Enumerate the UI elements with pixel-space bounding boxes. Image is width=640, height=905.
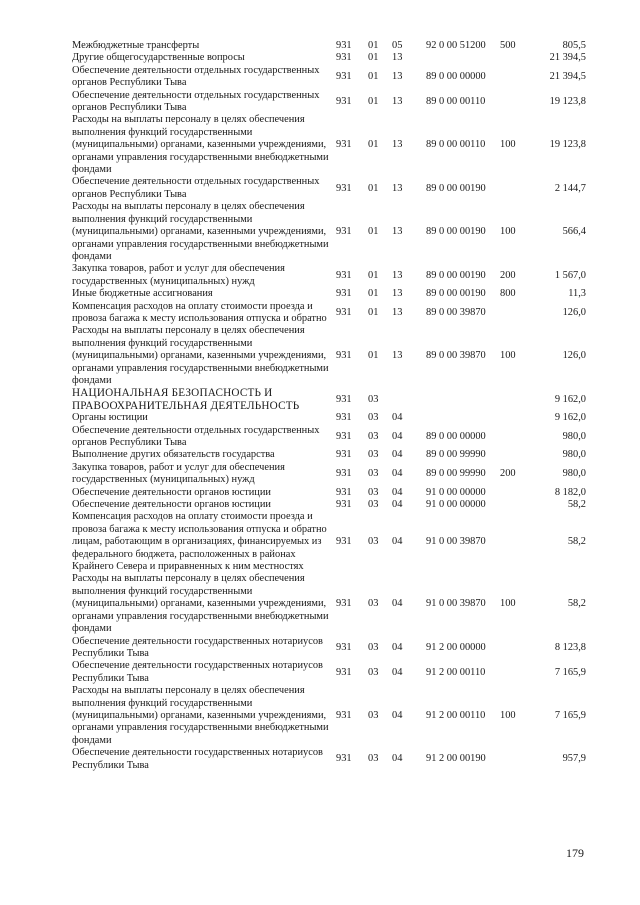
row-amount: 19 123,8 [549,139,586,151]
row-subsection-code: 13 [392,288,403,300]
row-expense-type [500,387,532,412]
row-expense-type: 100 [500,139,516,151]
row-name: Обеспечение деятельности отдельных государственных органов Республики Тыва [72,89,320,114]
row-name: Иные бюджетные ассигнования [72,288,213,300]
row-name: Расходы на выплаты персоналу в целях обеспечения выполнения функций государственными (муниципальными) органами, казенными учреждениями, органами управления государственными внебюджетными фондами [72,685,329,746]
row-target-article: 91 0 00 00000 [426,486,486,498]
row-expense-type: 200 [500,468,516,480]
row-section-code: 03 [368,641,379,653]
row-expense-type [500,301,532,326]
row-ved-code: 931 [336,753,352,765]
row-section-code: 03 [368,598,379,610]
row-expense-type: 100 [500,226,516,238]
row-subsection-code: 04 [392,412,403,424]
budget-table [72,40,586,772]
row-amount: 980,0 [562,430,586,442]
row-ved-code: 931 [336,468,352,480]
row-name: Обеспечение деятельности органов юстиции [72,499,271,511]
row-section-code: 01 [368,306,379,318]
row-name: Компенсация расходов на оплату стоимости проезда и провоза багажа к месту использования отпуска и обратно лицам, работающим в организациях, финансируемых из федерального бюджета, расположенных в районах Крайнего Севера и приравненных к ним местностях [72,511,327,573]
row-name: Компенсация расходов на оплату стоимости проезда и провоза багажа к месту использования отпуска и обратно [72,300,327,324]
row-amount: 126,0 [562,306,586,318]
row-target-article: 89 0 00 00110 [426,95,486,107]
row-subsection-code: 13 [392,306,403,318]
table-row [72,636,586,661]
row-expense-type [500,65,532,90]
table-row [72,40,586,52]
row-expense-type [500,176,532,201]
row-name: Выполнение других обязательств государства [72,449,275,461]
table-row [72,201,586,263]
table-row [72,301,586,326]
row-ved-code: 931 [336,412,352,424]
table-row [72,449,586,461]
row-section-code: 03 [368,753,379,765]
row-ved-code: 931 [336,269,352,281]
row-subsection-code: 04 [392,468,403,480]
row-section-code: 03 [368,486,379,498]
row-section-code: 03 [368,536,379,548]
row-expense-type [500,660,532,685]
row-ved-code: 931 [336,598,352,610]
row-subsection-code: 04 [392,709,403,721]
row-section-code: 03 [368,412,379,424]
row-target-article [426,387,500,412]
row-name: Обеспечение деятельности отдельных государственных органов Республики Тыва [72,424,320,448]
row-amount: 21 394,5 [549,52,586,64]
row-section-code: 03 [368,709,379,721]
row-amount: 9 162,0 [554,412,586,424]
row-expense-type: 100 [500,709,516,721]
row-name: Другие общегосударственные вопросы [72,52,245,64]
row-subsection-code: 04 [392,598,403,610]
row-name: НАЦИОНАЛЬНАЯ БЕЗОПАСНОСТЬ И ПРАВООХРАНИТЕЛЬНАЯ ДЕЯТЕЛЬНОСТЬ [72,387,300,412]
row-ved-code: 931 [336,536,352,548]
row-section-code: 03 [368,393,379,405]
row-section-code: 03 [368,666,379,678]
row-target-article: 89 0 00 99990 [426,468,486,480]
row-subsection-code: 04 [392,753,403,765]
row-amount: 21 394,5 [549,71,586,83]
row-subsection-code: 05 [392,40,403,51]
row-name: Обеспечение деятельности отдельных государственных органов Республики Тыва [72,64,320,89]
row-target-article: 91 0 00 39870 [426,598,486,610]
row-expense-type [500,487,532,499]
row-expense-type: 100 [500,350,516,362]
row-amount: 8 123,8 [554,641,586,653]
row-ved-code: 931 [336,709,352,721]
table-row [72,90,586,115]
row-ved-code: 931 [336,430,352,442]
row-amount: 2 144,7 [554,182,586,194]
row-section-code: 01 [368,269,379,281]
row-name: Обеспечение деятельности отдельных государственных органов Республики Тыва [72,176,320,200]
row-amount: 8 182,0 [554,486,586,498]
row-expense-type: 100 [500,598,516,610]
row-expense-type [500,52,532,64]
row-target-article: 91 2 00 00000 [426,641,486,653]
row-target-article: 91 2 00 00190 [426,753,486,765]
row-amount: 9 162,0 [554,393,586,405]
table-row [72,487,586,499]
row-name: Закупка товаров, работ и услуг для обеспечения государственных (муниципальных) нужд [72,263,285,287]
table-row [72,511,586,573]
row-amount: 11,3 [568,288,586,300]
row-ved-code: 931 [336,288,352,300]
row-ved-code: 931 [336,95,352,107]
row-subsection-code: 04 [392,449,403,461]
row-subsection-code: 13 [392,52,403,64]
row-section-code: 01 [368,71,379,83]
row-ved-code: 931 [336,182,352,194]
row-name: Органы юстиции [72,412,148,424]
row-section-code: 01 [368,288,379,300]
row-ved-code: 931 [336,393,352,405]
row-amount: 7 165,9 [554,709,586,721]
row-target-article: 89 0 00 00190 [426,182,486,194]
row-ved-code: 931 [336,499,352,511]
row-subsection-code [392,387,426,412]
row-ved-code: 931 [336,350,352,362]
row-amount: 980,0 [562,449,586,461]
row-amount: 126,0 [562,350,586,362]
row-subsection-code: 13 [392,226,403,238]
row-ved-code: 931 [336,641,352,653]
table-row [72,412,586,424]
row-target-article: 89 0 00 00190 [426,269,486,281]
row-section-code: 01 [368,139,379,151]
table-row [72,114,586,176]
table-row [72,52,586,64]
row-target-article: 91 0 00 39870 [426,536,486,548]
row-section-code: 01 [368,40,379,51]
row-target-article [426,412,500,424]
table-row [72,176,586,201]
row-subsection-code: 13 [392,350,403,362]
row-expense-type: 200 [500,269,516,281]
row-name: Закупка товаров, работ и услуг для обеспечения государственных (муниципальных) нужд [72,461,285,486]
row-subsection-code: 04 [392,536,403,548]
row-ved-code: 931 [336,52,352,64]
row-name: Обеспечение деятельности органов юстиции [72,486,271,498]
row-subsection-code: 13 [392,269,403,281]
row-subsection-code: 13 [392,95,403,107]
row-section-code: 03 [368,449,379,461]
row-expense-type [500,449,532,461]
row-expense-type [500,412,532,424]
table-row [72,660,586,685]
row-expense-type [500,425,532,450]
row-section-code: 03 [368,468,379,480]
row-amount: 1 567,0 [554,269,586,281]
row-amount: 58,2 [567,499,586,511]
row-expense-type [500,636,532,661]
row-target-article: 89 0 00 99990 [426,449,486,461]
row-name: Обеспечение деятельности государственных нотариусов Республики Тыва [72,747,323,771]
row-subsection-code: 04 [392,641,403,653]
row-subsection-code: 04 [392,666,403,678]
row-target-article: 91 2 00 00110 [426,709,486,721]
row-target-article: 89 0 00 00190 [426,226,486,238]
row-amount: 19 123,8 [549,95,586,107]
row-name: Расходы на выплаты персоналу в целях обеспечения выполнения функций государственными (муниципальными) органами, казенными учреждениями, органами управления государственными внебюджетными фондами [72,114,329,176]
row-expense-type [500,511,532,573]
row-amount: 980,0 [562,468,586,480]
row-section-code: 01 [368,95,379,107]
budget-table-body [72,40,586,772]
row-section-code: 01 [368,226,379,238]
page-number: 179 [566,846,584,860]
row-target-article: 89 0 00 39870 [426,350,486,362]
row-subsection-code: 13 [392,182,403,194]
row-name: Межбюджетные трансферты [72,40,200,51]
row-amount: 58,2 [567,598,586,610]
row-expense-type: 500 [500,40,516,51]
table-row [72,387,586,412]
row-ved-code: 931 [336,226,352,238]
row-target-article: 89 0 00 00110 [426,139,486,151]
row-name: Расходы на выплаты персоналу в целях обеспечения выполнения функций государственными (муниципальными) органами, казенными учреждениями, органами управления государственными внебюджетными фондами [72,325,329,386]
row-name: Расходы на выплаты персоналу в целях обеспечения выполнения функций государственными (муниципальными) органами, казенными учреждениями, органами управления государственными внебюджетными фондами [72,201,329,262]
row-amount: 7 165,9 [554,666,586,678]
row-section-code: 03 [368,499,379,511]
row-amount: 566,4 [562,226,586,238]
table-row [72,288,586,300]
row-target-article [426,52,500,64]
row-target-article: 89 0 00 39870 [426,306,486,318]
table-row [72,263,586,288]
row-ved-code: 931 [336,486,352,498]
row-target-article: 91 2 00 00110 [426,666,486,678]
row-subsection-code: 04 [392,486,403,498]
row-section-code: 01 [368,52,379,64]
row-subsection-code: 04 [392,499,403,511]
row-expense-type [500,499,532,511]
table-row [72,499,586,511]
row-section-code: 01 [368,350,379,362]
row-ved-code: 931 [336,71,352,83]
row-expense-type [500,747,532,772]
row-target-article: 89 0 00 00000 [426,71,486,83]
row-target-article: 89 0 00 00190 [426,288,486,300]
table-row [72,325,586,387]
row-amount: 58,2 [567,536,586,548]
table-row [72,462,586,487]
row-ved-code: 931 [336,139,352,151]
row-subsection-code: 04 [392,430,403,442]
row-name: Обеспечение деятельности государственных нотариусов Республики Тыва [72,660,323,684]
row-target-article: 91 0 00 00000 [426,499,486,511]
table-row [72,573,586,635]
row-name: Расходы на выплаты персоналу в целях обеспечения выполнения функций государственными (муниципальными) органами, казенными учреждениями, органами управления государственными внебюджетными фондами [72,573,329,635]
row-section-code: 01 [368,182,379,194]
table-row [72,425,586,450]
row-section-code: 03 [368,430,379,442]
row-name: Обеспечение деятельности государственных нотариусов Республики Тыва [72,635,323,659]
table-row [72,65,586,90]
table-row [72,747,586,772]
row-amount: 957,9 [562,753,586,765]
row-expense-type: 800 [500,288,516,300]
row-ved-code: 931 [336,40,352,51]
row-subsection-code: 13 [392,139,403,151]
row-ved-code: 931 [336,666,352,678]
row-amount: 805,5 [562,40,586,51]
row-target-article: 92 0 00 51200 [426,40,486,51]
row-ved-code: 931 [336,449,352,461]
row-ved-code: 931 [336,306,352,318]
row-expense-type [500,90,532,115]
table-row [72,685,586,747]
row-target-article: 89 0 00 00000 [426,430,486,442]
row-subsection-code: 13 [392,71,403,83]
